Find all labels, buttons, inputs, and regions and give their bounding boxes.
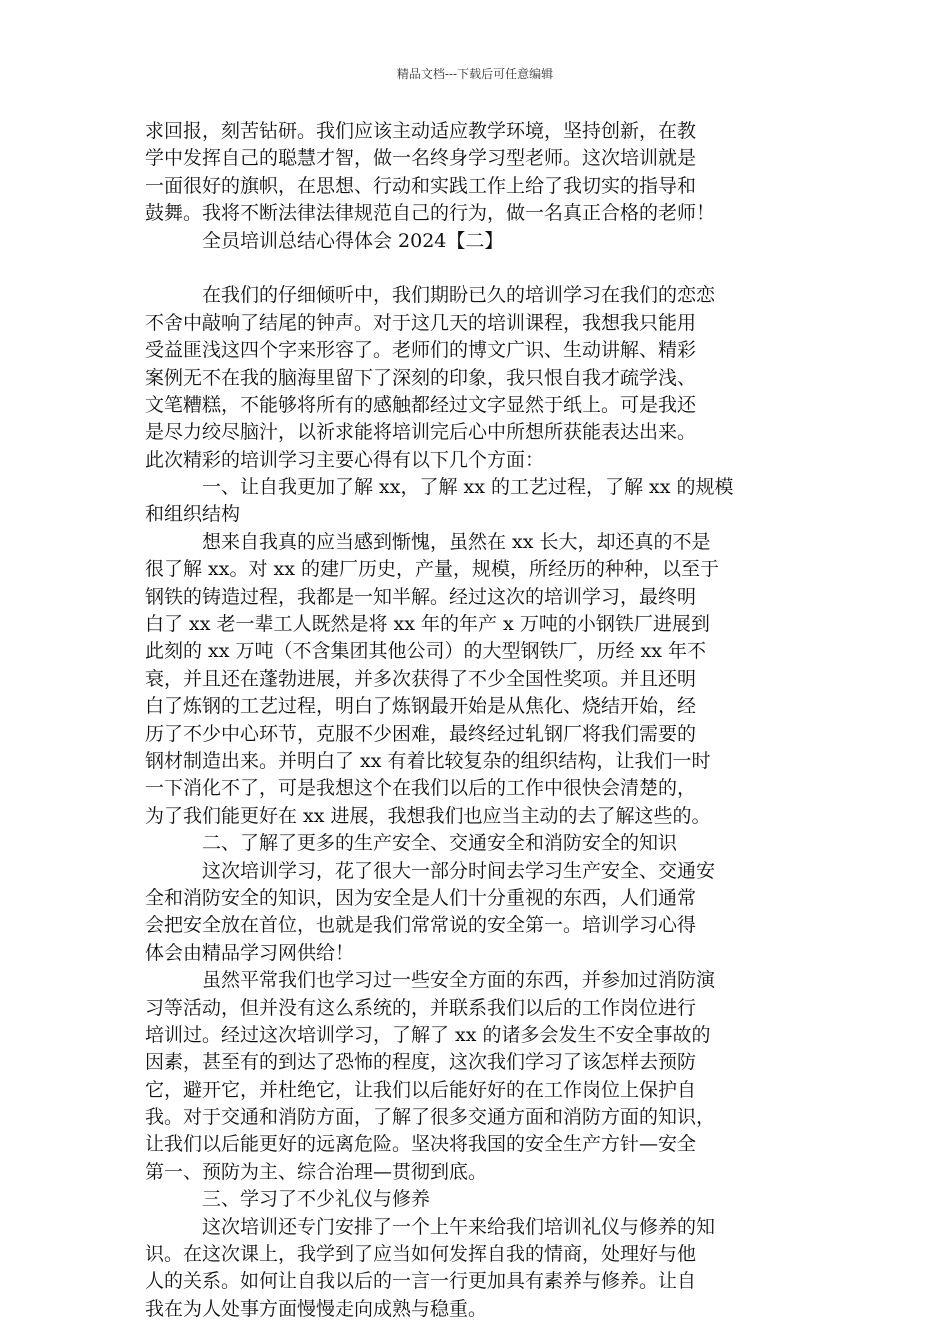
text-line: 钢材制造出来。并明白了 xx 有着比较复杂的组织结构，让我们一时 [145,749,711,772]
text-line: 虽然平常我们也学习过一些安全方面的东西，并参加过消防演 [202,969,716,992]
text-line: 文笔糟糕，不能够将所有的感触都经过文字显然于纸上。可是我还 [145,393,697,416]
text-line: 一下消化不了，可是我想这个在我们以后的工作中很快会清楚的， [145,777,697,800]
text-line: 衰，并且还在蓬勃进展，并多次获得了不少全国性奖项。并且还明 [145,667,697,690]
text-line: 这次培训还专门安排了一个上午来给我们培训礼仪与修养的知 [202,1215,716,1238]
text-line: 鼓舞。我将不断法律法律规范自己的行为，做一名真正合格的老师！ [145,202,716,225]
text-line: 让我们以后能更好的远离危险。坚决将我国的安全生产方针—安全 [145,1133,697,1156]
text-line: 白了 xx 老一辈工人既然是将 xx 年的年产 x 万吨的小钢铁厂进展到 [145,613,710,636]
text-line: 我。对于交通和消防方面，了解了很多交通方面和消防方面的知识， [145,1106,716,1129]
text-line: 它，避开它，并杜绝它，让我们以后能好好的在工作岗位上保护自 [145,1078,697,1101]
text-line: 培训过。经过这次培训学习，了解了 xx 的诸多会发生不安全事故的 [145,1023,711,1046]
text-line: 受益匪浅这四个字来形容了。老师们的博文广识、生动讲解、精彩 [145,339,697,362]
text-line: 很了解 xx。对 xx 的建厂历史，产量，规模，所经历的种种，以至于 [145,558,719,581]
text-line: 此次精彩的培训学习主要心得有以下几个方面： [145,448,545,471]
document-body [145,118,815,1323]
text-line: 体会由精品学习网供给！ [145,941,355,964]
text-line: 历了不少中心环节，克服不少困难，最终经过轧钢厂将我们需要的 [145,722,697,745]
text-line: 一面很好的旗帜，在思想、行动和实践工作上给了我切实的指导和 [145,174,697,197]
text-line: 人的关系。如何让自我以后的一言一行更加具有素养与修养。让自 [145,1270,697,1293]
text-line: 我在为人处事方面慢慢走向成熟与稳重。 [145,1297,488,1320]
text-line: 是尽力绞尽脑汁，以祈求能将培训完后心中所想所获能表达出来。 [145,421,697,444]
text-line: 习等活动，但并没有这么系统的，并联系我们以后的工作岗位进行 [145,996,697,1019]
text-line: 因素，甚至有的到达了恐怖的程度，这次我们学习了该怎样去预防 [145,1051,697,1074]
blank-line [145,255,815,282]
text-line: 钢铁的铸造过程，我都是一知半解。经过这次的培训学习，最终明 [145,585,697,608]
text-line: 二、了解了更多的生产安全、交通安全和消防安全的知识 [202,832,678,855]
text-line: 识。在这次课上，我学到了应当如何发挥自我的情商，处理好与他 [145,1243,697,1266]
text-line: 求回报，刻苦钻研。我们应该主动适应教学环境，坚持创新，在教 [145,120,697,142]
text-line: 这次培训学习，花了很大一部分时间去学习生产安全、交通安 [202,859,716,882]
text-line: 第一、预防为主、综合治理—贯彻到底。 [145,1160,488,1183]
text-line: 想来自我真的应当感到惭愧，虽然在 xx 长大，却还真的不是 [202,530,711,553]
text-line: 会把安全放在首位，也就是我们常常说的安全第一。培训学习心得 [145,914,697,937]
page-header: 精品文档---下载后可任意编辑 [396,67,554,81]
text-line: 案例无不在我的脑海里留下了深刻的印象，我只恨自我才疏学浅、 [145,366,697,389]
text-line: 一、让自我更加了解 xx，了解 xx 的工艺过程，了解 xx 的规模 [202,476,734,499]
text-line: 全和消防安全的知识，因为安全是人们十分重视的东西，人们通常 [145,886,697,909]
text-line: 白了炼钢的工艺过程，明白了炼钢最开始是从焦化、烧结开始，经 [145,695,697,718]
text-line: 和组织结构 [145,503,241,526]
text-line: 在我们的仔细倾听中，我们期盼已久的培训学习在我们的恋恋 [202,284,716,307]
text-line: 三、学习了不少礼仪与修养 [202,1188,431,1211]
text-line: 不舍中敲响了结尾的钟声。对于这几天的培训课程，我想我只能用 [145,311,697,334]
text-line: 学中发挥自己的聪慧才智，做一名终身学习型老师。这次培训就是 [145,147,697,170]
text-line: 此刻的 xx 万吨（不含集团其他公司）的大型钢铁厂，历经 xx 年不 [145,640,707,663]
text-line: 为了我们能更好在 xx 进展，我想我们也应当主动的去了解这些的。 [145,804,711,827]
text-line: 全员培训总结心得体会 2024【二】 [202,229,504,252]
